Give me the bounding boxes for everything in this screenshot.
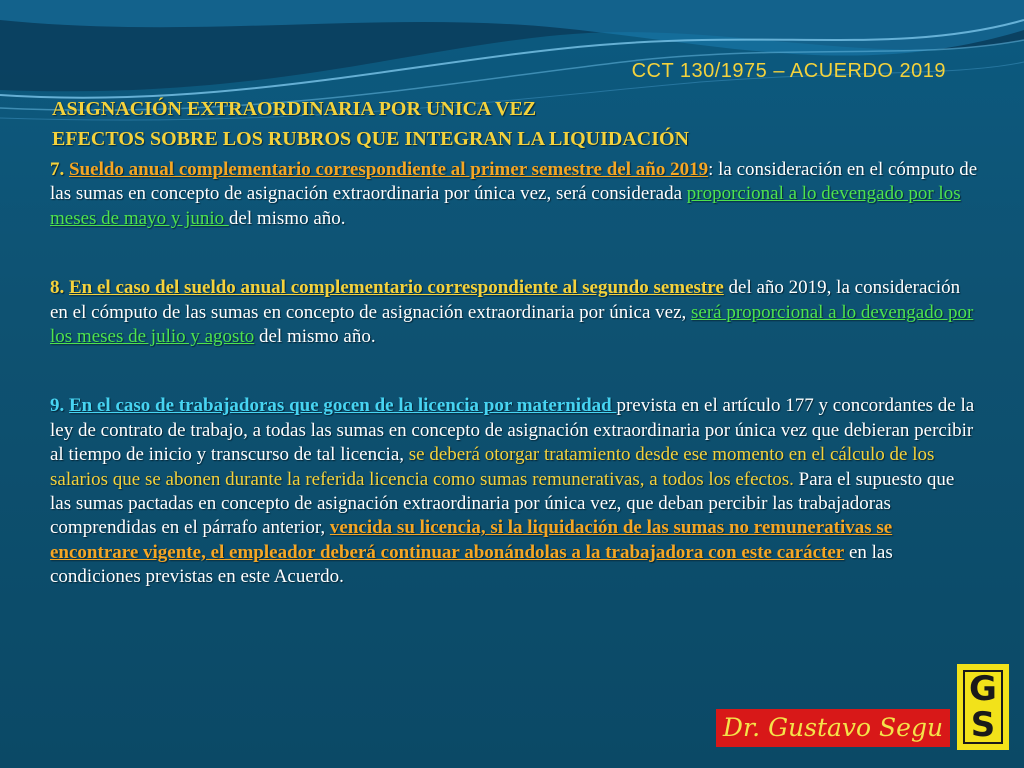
logo-letter-top: G <box>969 669 997 709</box>
p9-text-1: prevista en el artículo 177 y concordantes de la ley de contrato de trabajo, a todas las sumas en concepto de asignación extraordinaria por única vez que debieran percibir al tiempo de inicio y transcurso de tal licencia, <box>50 395 975 466</box>
p9-highlight-yellow: se deberá otorgar tratamiento desde ese momento en el cálculo de los salarios que se abonen durante la referida licencia como sumas remunerativas, a todos los efectos. <box>50 444 935 490</box>
title-secondary: EFECTOS SOBRE LOS RUBROS QUE INTEGRAN LA LIQUIDACIÓN <box>52 128 690 150</box>
p9-underlined-title: En el caso de trabajadoras que gocen de la licencia por maternidad <box>69 395 617 417</box>
p7-text-1: : la consideración en el cómputo de las sumas en concepto de asignación extraordinaria por única vez, será considerada <box>50 159 978 205</box>
p7-underlined-title: Sueldo anual complementario correspondiente al primer semestre del año 2019 <box>69 159 709 180</box>
p8-text-1: del año 2019, la consideración en el cómputo de las sumas en concepto de asignación extraordinaria por única vez, <box>50 277 961 323</box>
p7-text-2: del mismo año. <box>228 207 346 229</box>
header-label: CCT 130/1975 – ACUERDO 2019 <box>631 60 946 82</box>
p8-underlined-title: En el caso del sueldo anual complementario correspondiente al segundo semestre <box>69 277 724 299</box>
p7-underlined-green: proporcional a lo devengado por los meses de mayo y junio <box>50 183 961 229</box>
paragraph-8 <box>50 276 980 349</box>
item-number-8: 8. <box>50 277 65 299</box>
p9-text-2: Para el supuesto que las sumas pactadas en concepto de asignación extraordinaria por única vez, que deban percibir las trabajadoras comprendidas en el párrafo anterior, <box>50 468 955 539</box>
p9-text-3: en las condiciones previstas en este Acuerdo. <box>50 541 893 588</box>
item-number-7: 7. <box>50 159 65 180</box>
item-number-9: 9. <box>50 395 65 417</box>
gs-logo-icon <box>957 664 1009 750</box>
title-primary: ASIGNACIÓN EXTRAORDINARIA POR UNICA VEZ <box>52 98 537 120</box>
p9-underlined-orange: vencida su licencia, si la liquidación de las sumas no remunerativas se encontrare vigente, el empleador deberá continuar abonándolas a la trabajadora con este carácter <box>50 517 893 563</box>
body-text <box>50 158 980 590</box>
signature-banner: Dr. Gustavo Segu <box>716 709 950 747</box>
paragraph-7 <box>50 158 980 231</box>
p8-underlined-green: será proporcional a lo devengado por los meses de julio y agosto <box>50 301 974 348</box>
p8-text-2: del mismo año. <box>254 326 376 348</box>
logo-letter-bottom: S <box>970 705 996 745</box>
paragraph-9 <box>50 394 980 589</box>
